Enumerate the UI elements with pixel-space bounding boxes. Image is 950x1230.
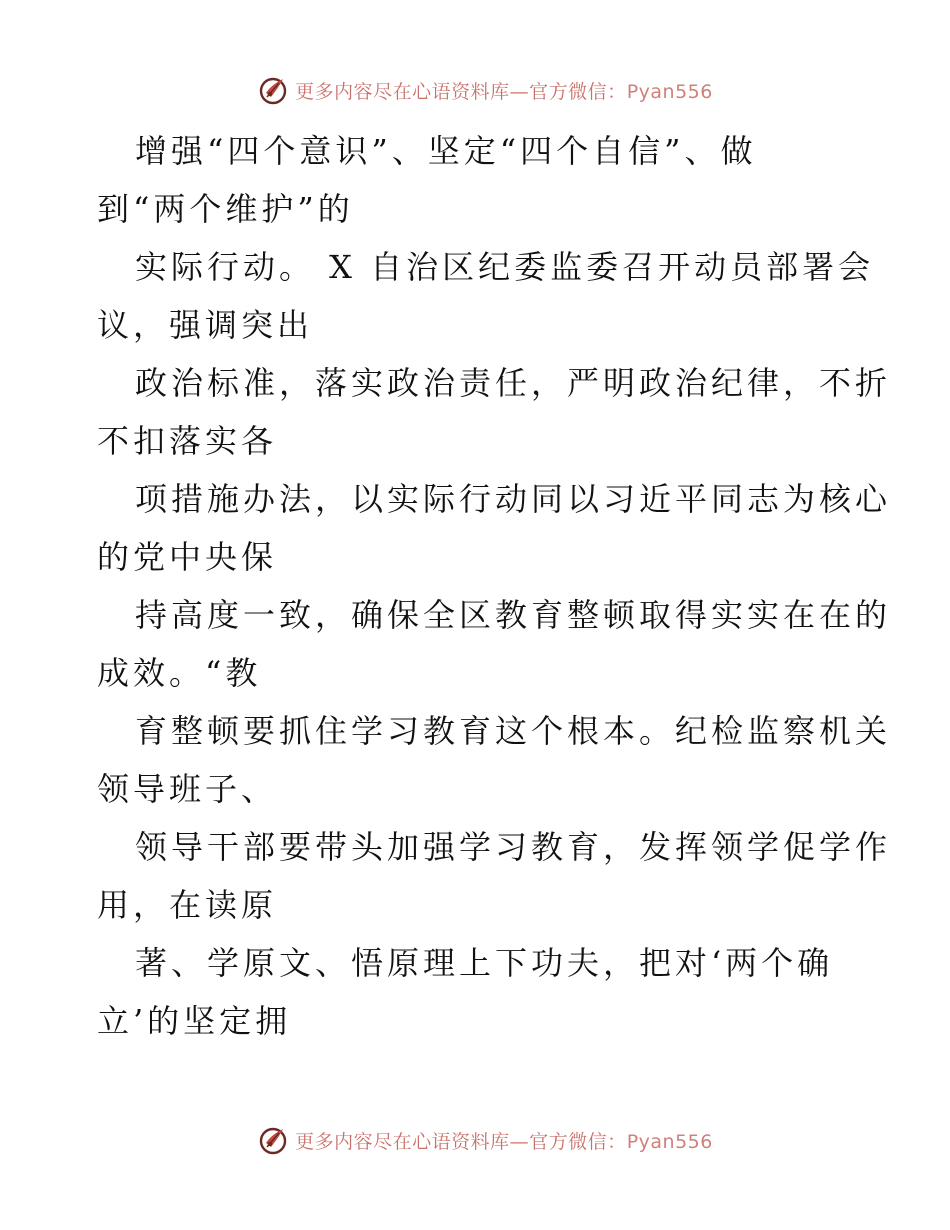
text-line: 的党中央保 — [97, 538, 278, 576]
text-line: 议，强调突出 — [97, 306, 314, 344]
text-line: 项措施办法，以实际行动同以习近平同志为核心 — [135, 480, 892, 518]
text-line: 增强“四个意识”、坚定“四个自信”、做 — [135, 132, 757, 170]
banner-dash: — — [509, 80, 530, 103]
text-line: 不扣落实各 — [97, 422, 278, 460]
wechat-label: 官方微信： — [529, 80, 627, 103]
text-line: 领导班子、 — [97, 770, 278, 808]
text-line: 实际行动。 X 自治区纪委监委召开动员部署会 — [135, 248, 875, 286]
quill-pen-logo-icon — [257, 73, 291, 107]
text-line: 立’的坚定拥 — [97, 1002, 292, 1040]
text-line: 领导干部要带头加强学习教育，发挥领学促学作 — [135, 828, 892, 866]
brand-name: 更多内容尽在心语资料库 — [295, 80, 510, 103]
banner-dash: — — [509, 1130, 530, 1153]
banner-text — [295, 1127, 713, 1154]
brand-name: 更多内容尽在心语资料库 — [295, 1130, 510, 1153]
text-line: 著、学原文、悟原理上下功夫，把对‘两个确 — [135, 944, 834, 982]
wechat-id: Pyan556 — [626, 1130, 713, 1153]
text-line: 政治标准，落实政治责任，严明政治纪律，不折 — [135, 364, 892, 402]
header-banner — [0, 68, 950, 112]
wechat-id: Pyan556 — [626, 80, 713, 103]
wechat-label: 官方微信： — [529, 1130, 627, 1153]
text-line: 成效。“教 — [97, 654, 262, 692]
text-line: 持高度一致，确保全区教育整顿取得实实在在的 — [135, 596, 892, 634]
footer-banner — [0, 1118, 950, 1162]
text-line: 到“两个维护”的 — [97, 190, 354, 228]
document-body — [97, 122, 892, 1050]
banner-text — [295, 77, 713, 104]
text-line: 用，在读原 — [97, 886, 278, 924]
quill-pen-logo-icon — [257, 1123, 291, 1157]
text-line: 育整顿要抓住学习教育这个根本。纪检监察机关 — [135, 712, 892, 750]
